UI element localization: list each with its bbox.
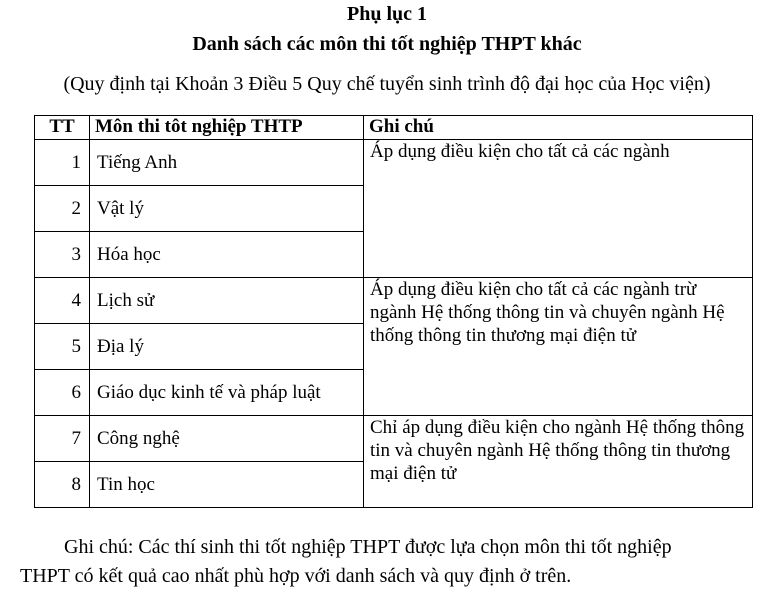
- subject-name: Lịch sử: [90, 278, 364, 324]
- column-header-note: Ghi chú: [364, 116, 753, 140]
- document-title: Danh sách các môn thi tốt nghiệp THPT khác: [192, 33, 582, 55]
- note-cell: Áp dụng điều kiện cho tất cả các ngành: [364, 140, 753, 278]
- footnote-line-1: Ghi chú: Các thí sinh thi tốt nghiệp THPT được lựa chọn môn thi tốt nghiệp: [64, 536, 672, 558]
- row-number: 1: [35, 140, 90, 186]
- table-row: [35, 416, 753, 462]
- subject-name: Tiếng Anh: [90, 140, 364, 186]
- subjects-table: [34, 115, 753, 508]
- appendix-title: Phụ lục 1: [346, 3, 428, 25]
- subject-name: Địa lý: [90, 324, 364, 370]
- table-row: [35, 278, 753, 324]
- row-number: 6: [35, 370, 90, 416]
- row-number: 3: [35, 232, 90, 278]
- subject-name: Công nghệ: [90, 416, 364, 462]
- subject-name: Hóa học: [90, 232, 364, 278]
- subject-name: Tin học: [90, 462, 364, 508]
- note-cell: Áp dụng điều kiện cho tất cả các ngành trừ ngành Hệ thống thông tin và chuyên ngành Hệ thống thông tin thương mại điện tử: [364, 278, 753, 416]
- column-header-subject: Môn thi tôt nghiệp THTP: [90, 116, 364, 140]
- document-subtitle: (Quy định tại Khoản 3 Điều 5 Quy chế tuyển sinh trình độ đại học của Học viện): [63, 73, 711, 95]
- table-row: [35, 140, 753, 186]
- row-number: 7: [35, 416, 90, 462]
- footnote: [0, 533, 774, 591]
- row-number: 8: [35, 462, 90, 508]
- row-number: 5: [35, 324, 90, 370]
- subject-name: Vật lý: [90, 186, 364, 232]
- column-header-tt: TT: [35, 116, 90, 140]
- subject-name: Giáo dục kinh tế và pháp luật: [90, 370, 364, 416]
- footnote-line-2: THPT có kết quả cao nhất phù hợp với danh sách và quy định ở trên.: [20, 565, 572, 587]
- table-header-row: [35, 116, 753, 140]
- note-cell: Chỉ áp dụng điều kiện cho ngành Hệ thống thông tin và chuyên ngành Hệ thống thông tin thương mại điện tử: [364, 416, 753, 508]
- row-number: 4: [35, 278, 90, 324]
- row-number: 2: [35, 186, 90, 232]
